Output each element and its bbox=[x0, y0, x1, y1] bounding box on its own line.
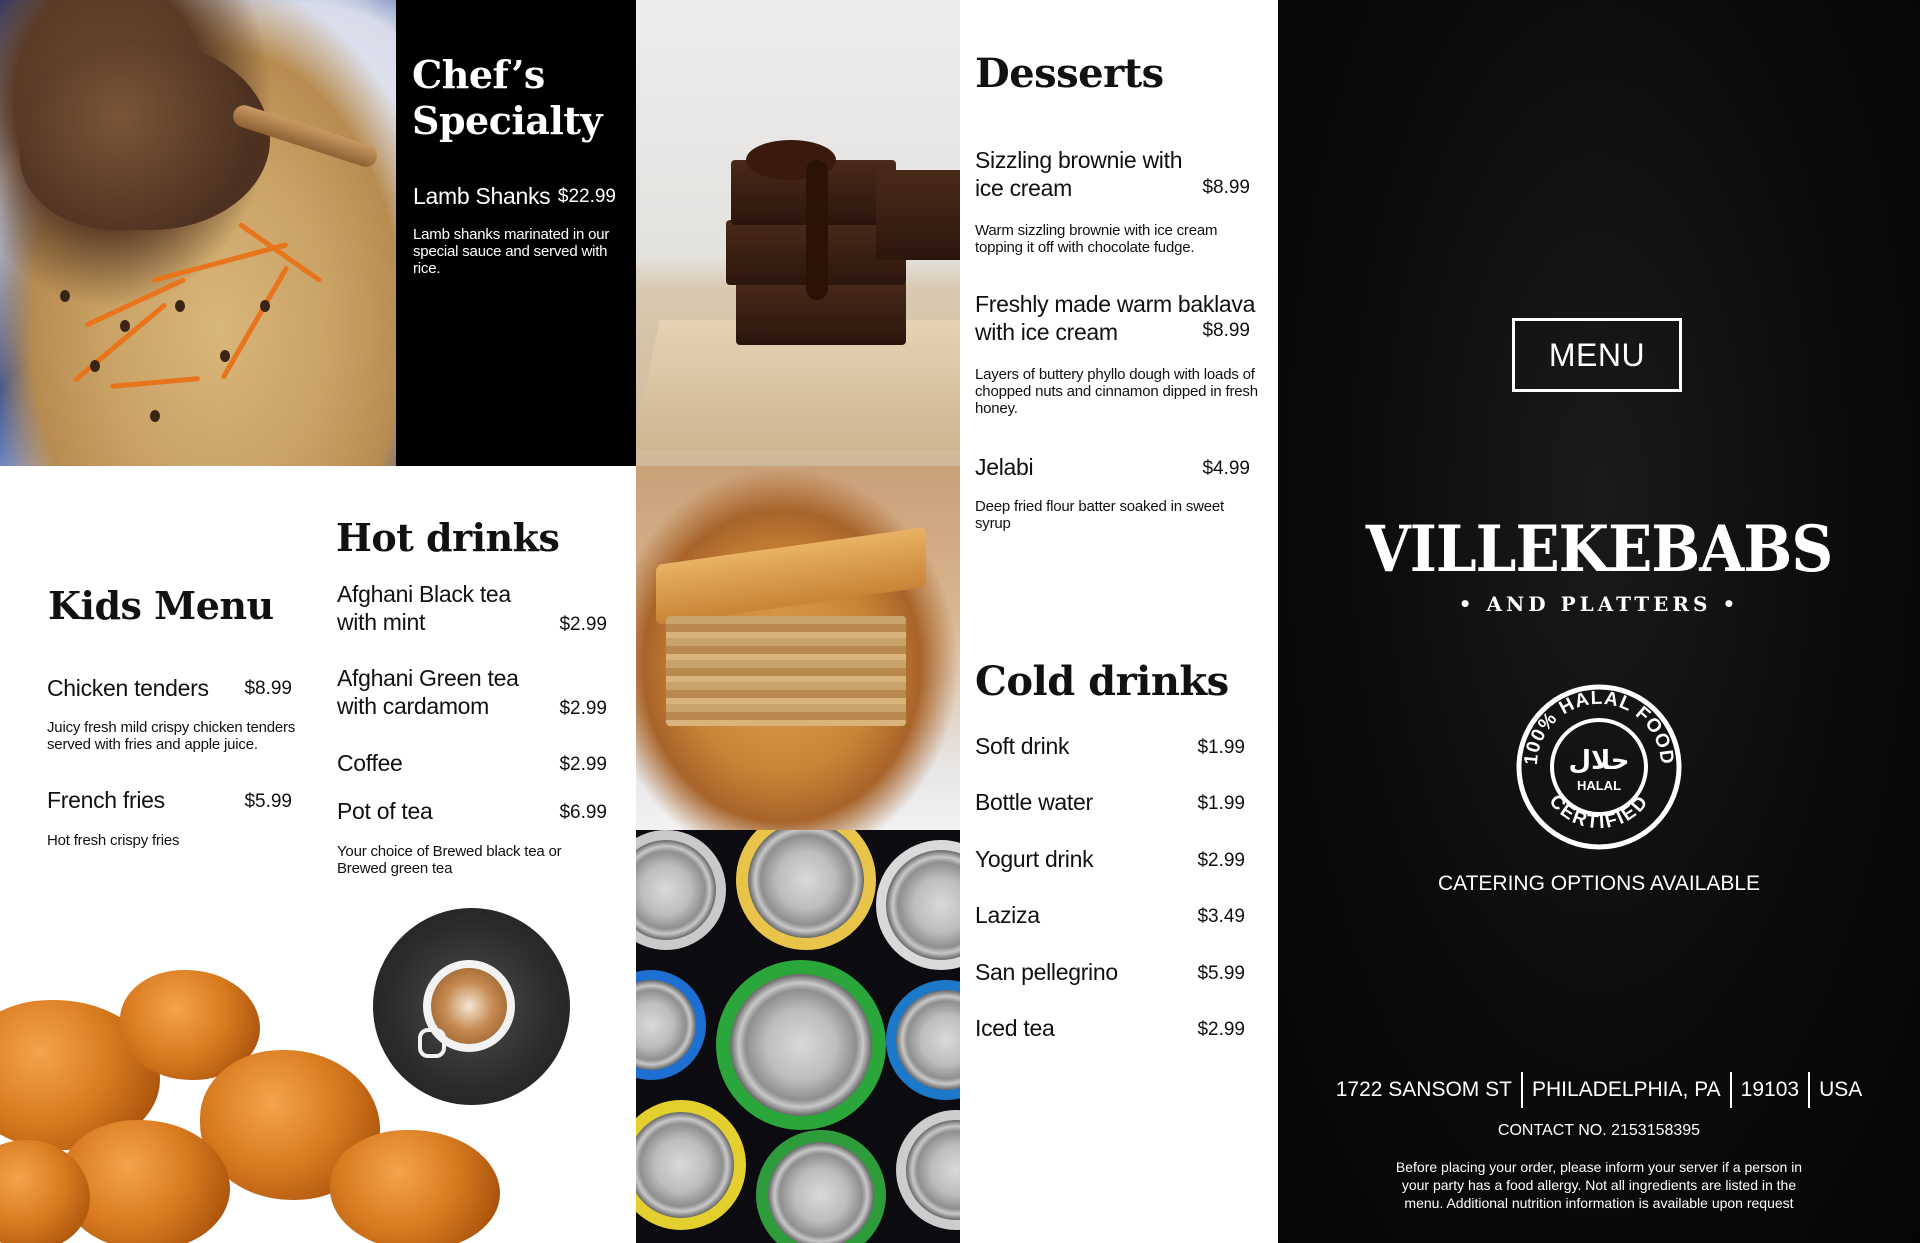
baklava-layers bbox=[666, 616, 906, 726]
kids-item-price: $8.99 bbox=[244, 678, 292, 699]
name-line: with mint bbox=[337, 609, 426, 635]
lamb-shanks-price: $22.99 bbox=[557, 186, 616, 207]
carrot-strip bbox=[84, 277, 186, 328]
brand-subtitle-text: AND PLATTERS bbox=[1486, 592, 1712, 616]
chefs-specialty-heading bbox=[412, 52, 602, 144]
soda-cans-photo bbox=[636, 830, 960, 1243]
menu-cover-panel bbox=[1278, 0, 1920, 1243]
lamb-shanks-description bbox=[413, 226, 623, 277]
desc-line: special sauce and served with bbox=[413, 243, 608, 260]
cold-drinks-heading: Cold drinks bbox=[975, 658, 1229, 705]
catering-note: CATERING OPTIONS AVAILABLE bbox=[1437, 872, 1761, 895]
kids-item-price: $5.99 bbox=[244, 791, 292, 812]
dessert-item-price: $8.99 bbox=[1202, 177, 1250, 198]
desc-line: Lamb shanks marinated in our bbox=[413, 226, 610, 243]
desc-line: Your choice of Brewed black tea or bbox=[337, 843, 562, 860]
address-zip: 19103 bbox=[1740, 1078, 1800, 1101]
can-top bbox=[876, 840, 960, 970]
hot-drink-price: $2.99 bbox=[559, 698, 607, 719]
chicken-nuggets-photo bbox=[0, 970, 530, 1243]
badge-arabic-text: حلال bbox=[1568, 746, 1630, 776]
hot-drinks-heading: Hot drinks bbox=[336, 515, 560, 560]
desc-line: honey. bbox=[975, 400, 1018, 417]
address-city: PHILADELPHIA, PA bbox=[1531, 1078, 1721, 1101]
disclaimer-line: your party has a food allergy. Not all ingredients are listed in the bbox=[1401, 1177, 1797, 1193]
address-divider bbox=[1521, 1072, 1523, 1108]
nugget bbox=[330, 1130, 500, 1243]
dessert-item-price: $4.99 bbox=[1202, 458, 1250, 479]
kids-item-name: French fries bbox=[47, 787, 165, 813]
lamb-shanks-name: Lamb Shanks bbox=[413, 183, 551, 209]
cold-drink-name: Bottle water bbox=[975, 789, 1093, 815]
name-line: with cardamom bbox=[337, 693, 490, 719]
allergy-disclaimer bbox=[1278, 1158, 1920, 1212]
kids-menu-heading: Kids Menu bbox=[48, 583, 274, 628]
brand-subtitle bbox=[1278, 592, 1920, 616]
can-top bbox=[756, 1130, 886, 1243]
lamb-shanks-photo bbox=[0, 0, 396, 466]
badge-center-text: HALAL bbox=[1576, 778, 1622, 793]
name-line: with ice cream bbox=[975, 319, 1118, 345]
desc-line: syrup bbox=[975, 515, 1011, 532]
dessert-item-description bbox=[975, 366, 1258, 417]
desc-line: topping it off with chocolate fudge. bbox=[975, 239, 1195, 256]
raisin bbox=[260, 300, 270, 312]
badge-top-text-path: 100% HALAL FOOD bbox=[1520, 687, 1678, 766]
hot-drink-name: Pot of tea bbox=[337, 798, 433, 824]
name-line: Afghani Black tea bbox=[337, 581, 511, 607]
kids-item-description: Hot fresh crispy fries bbox=[47, 832, 180, 849]
carrot-strip bbox=[72, 302, 167, 383]
fudge-drip bbox=[806, 160, 828, 300]
heading-line: Specialty bbox=[412, 98, 602, 143]
badge-bottom-text bbox=[1545, 791, 1654, 833]
cold-drink-price: $2.99 bbox=[1197, 1019, 1245, 1040]
dot-ornament: • bbox=[1458, 592, 1487, 616]
hot-drink-name bbox=[337, 664, 519, 720]
desc-line: Juicy fresh mild crispy chicken tenders bbox=[47, 719, 296, 736]
cold-drink-price: $2.99 bbox=[1197, 850, 1245, 871]
raisin bbox=[60, 290, 70, 302]
hot-drinks-note bbox=[337, 843, 561, 877]
can-top bbox=[636, 1100, 746, 1230]
badge-bottom-text-path: CERTIFIED bbox=[1544, 790, 1654, 834]
address-divider bbox=[1808, 1072, 1810, 1108]
name-line: Sizzling brownie with bbox=[975, 147, 1183, 173]
raisin bbox=[90, 360, 100, 372]
can-top bbox=[736, 830, 876, 950]
disclaimer-line: menu. Additional nutrition information is available upon request bbox=[1404, 1195, 1794, 1211]
baklava-photo bbox=[636, 466, 960, 830]
desc-line: Deep fried flour batter soaked in sweet bbox=[975, 498, 1225, 515]
desserts-heading: Desserts bbox=[975, 50, 1164, 97]
can-top bbox=[636, 970, 706, 1080]
cold-drink-price: $5.99 bbox=[1197, 963, 1245, 984]
cold-drink-name: Yogurt drink bbox=[975, 846, 1094, 872]
brownie-slab bbox=[876, 170, 960, 260]
name-line: Afghani Green tea bbox=[337, 665, 519, 691]
address-street: 1722 SANSOM ST bbox=[1335, 1078, 1512, 1101]
dessert-item-description bbox=[975, 222, 1217, 256]
menu-label-box: MENU bbox=[1512, 318, 1682, 392]
desc-line: Brewed green tea bbox=[337, 860, 453, 877]
dot-ornament: • bbox=[1711, 592, 1740, 616]
cold-drink-name: Laziza bbox=[975, 902, 1040, 928]
kids-item-description bbox=[47, 719, 295, 753]
desc-line: Layers of buttery phyllo dough with loads of bbox=[975, 366, 1255, 383]
carrot-strip bbox=[110, 376, 200, 389]
name-line: Freshly made warm baklava bbox=[975, 291, 1256, 317]
dessert-item-name: Jelabi bbox=[975, 454, 1034, 480]
halal-certified-badge bbox=[1514, 682, 1684, 852]
name-line: ice cream bbox=[975, 175, 1072, 201]
contact-number: CONTACT NO. 2153158395 bbox=[1497, 1122, 1701, 1139]
can-top bbox=[716, 960, 886, 1130]
cold-drink-price: $1.99 bbox=[1197, 737, 1245, 758]
hot-drink-price: $2.99 bbox=[559, 754, 607, 775]
dessert-item-description bbox=[975, 498, 1224, 532]
cold-drink-name: Iced tea bbox=[975, 1015, 1055, 1041]
cold-drink-price: $3.49 bbox=[1197, 906, 1245, 927]
hot-drink-name: Coffee bbox=[337, 750, 403, 776]
hot-drink-name bbox=[337, 580, 511, 636]
can-top bbox=[636, 830, 726, 950]
cold-drink-name: San pellegrino bbox=[975, 959, 1118, 985]
phyllo-top bbox=[656, 527, 926, 625]
chefs-specialty-panel bbox=[396, 0, 636, 466]
disclaimer-line: Before placing your order, please inform your server if a person in bbox=[1395, 1159, 1803, 1175]
kids-item-name: Chicken tenders bbox=[47, 675, 209, 701]
lamb-meat bbox=[20, 40, 270, 230]
raisin bbox=[120, 320, 130, 332]
hot-drink-price: $2.99 bbox=[559, 614, 607, 635]
desc-line: rice. bbox=[413, 260, 441, 277]
address-divider bbox=[1730, 1072, 1732, 1108]
carrot-strip bbox=[152, 242, 289, 283]
cold-drink-name: Soft drink bbox=[975, 733, 1070, 759]
dessert-item-price: $8.99 bbox=[1202, 320, 1250, 341]
cold-drink-price: $1.99 bbox=[1197, 793, 1245, 814]
dessert-item-name bbox=[975, 146, 1182, 202]
desc-line: Warm sizzling brownie with ice cream bbox=[975, 222, 1218, 239]
raisin bbox=[150, 410, 160, 422]
raisin bbox=[175, 300, 185, 312]
brand-name: VILLEKEBABS bbox=[1365, 511, 1833, 587]
address-line bbox=[1278, 1072, 1920, 1108]
carrot-strip bbox=[220, 265, 289, 380]
desc-line: chopped nuts and cinnamon dipped in fresh bbox=[975, 383, 1258, 400]
address-country: USA bbox=[1819, 1078, 1863, 1101]
heading-line: Chef’s bbox=[412, 52, 545, 97]
brownie-photo bbox=[636, 0, 960, 466]
can-top bbox=[896, 1110, 960, 1230]
can-top bbox=[886, 980, 960, 1100]
hot-drink-price: $6.99 bbox=[559, 802, 607, 823]
desc-line: served with fries and apple juice. bbox=[47, 736, 258, 753]
raisin bbox=[220, 350, 230, 362]
